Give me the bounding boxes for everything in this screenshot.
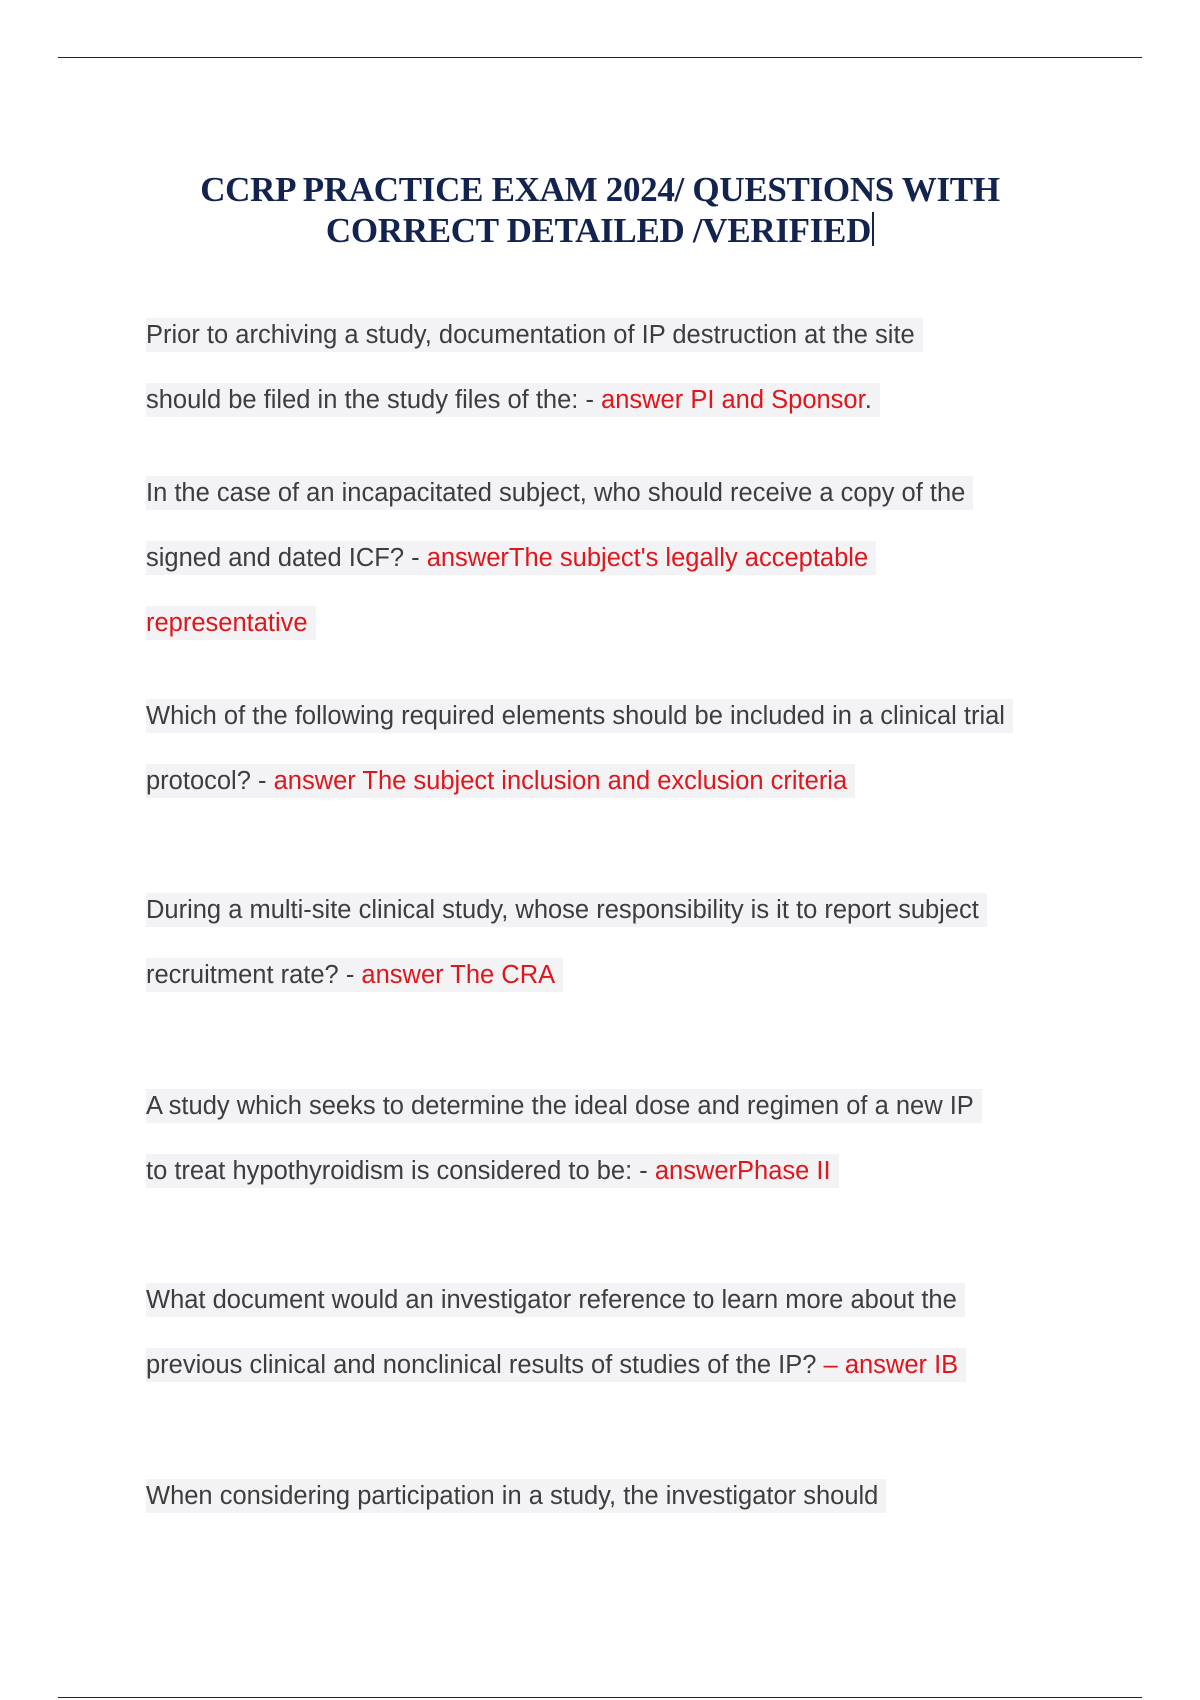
qa-item-2 <box>146 461 1106 656</box>
question-5-line-1: A study which seeks to determine the ideal dose and regimen of a new IP <box>146 1089 982 1123</box>
question-6-line-2: previous clinical and nonclinical results of studies of the IP? <box>146 1351 824 1379</box>
question-1-line-2: should be filed in the study files of the: <box>146 386 586 414</box>
bottom-rule <box>58 1697 1142 1698</box>
question-3-line-2: protocol? <box>146 767 258 795</box>
answer-4: answer The CRA <box>361 961 556 989</box>
question-5-line-2: to treat hypothyroidism is considered to be: <box>146 1157 640 1185</box>
qa-item-1 <box>146 303 1106 433</box>
question-4-line-1: During a multi-site clinical study, whose responsibility is it to report subject <box>146 893 987 927</box>
answer-2-line-2: representative <box>146 606 316 640</box>
answer-1-trail: . <box>864 386 872 414</box>
answer-1: answer PI and Sponsor <box>601 386 865 414</box>
qa-item-3 <box>146 684 1106 814</box>
question-2-line-2: signed and dated ICF? <box>146 544 412 572</box>
answer-separator: - <box>345 961 362 989</box>
answer-separator: – <box>823 1351 845 1379</box>
answer-5: answerPhase II <box>654 1157 831 1185</box>
question-1-line-1: Prior to archiving a study, documentation of IP destruction at the site <box>146 318 923 352</box>
question-2-line-1: In the case of an incapacitated subject, who should receive a copy of the <box>146 476 973 510</box>
answer-separator: - <box>258 767 274 795</box>
question-3-line-1: Which of the following required elements should be included in a clinical trial <box>146 699 1013 733</box>
question-6-line-1: What document would an investigator reference to learn more about the <box>146 1283 965 1317</box>
qa-item-4 <box>146 878 1106 1008</box>
title-line-1: CCRP PRACTICE EXAM 2024/ QUESTIONS WITH <box>200 170 1000 210</box>
answer-separator: - <box>639 1157 655 1185</box>
text-cursor-icon <box>872 212 874 246</box>
answer-separator: - <box>585 386 602 414</box>
answer-2-line-1: answerThe subject's legally acceptable <box>426 544 869 572</box>
document-title <box>100 169 1100 251</box>
qa-item-5 <box>146 1074 1106 1204</box>
qa-item-7 <box>146 1464 1106 1529</box>
answer-3: answer The subject inclusion and exclusion criteria <box>273 767 848 795</box>
answer-6: answer IB <box>844 1351 959 1379</box>
answer-separator: - <box>411 544 427 572</box>
top-rule <box>58 57 1142 58</box>
qa-item-6 <box>146 1268 1106 1398</box>
title-line-2: CORRECT DETAILED /VERIFIED <box>325 211 872 251</box>
question-7-line-1: When considering participation in a study, the investigator should <box>146 1479 886 1513</box>
question-4-line-2: recruitment rate? <box>146 961 346 989</box>
